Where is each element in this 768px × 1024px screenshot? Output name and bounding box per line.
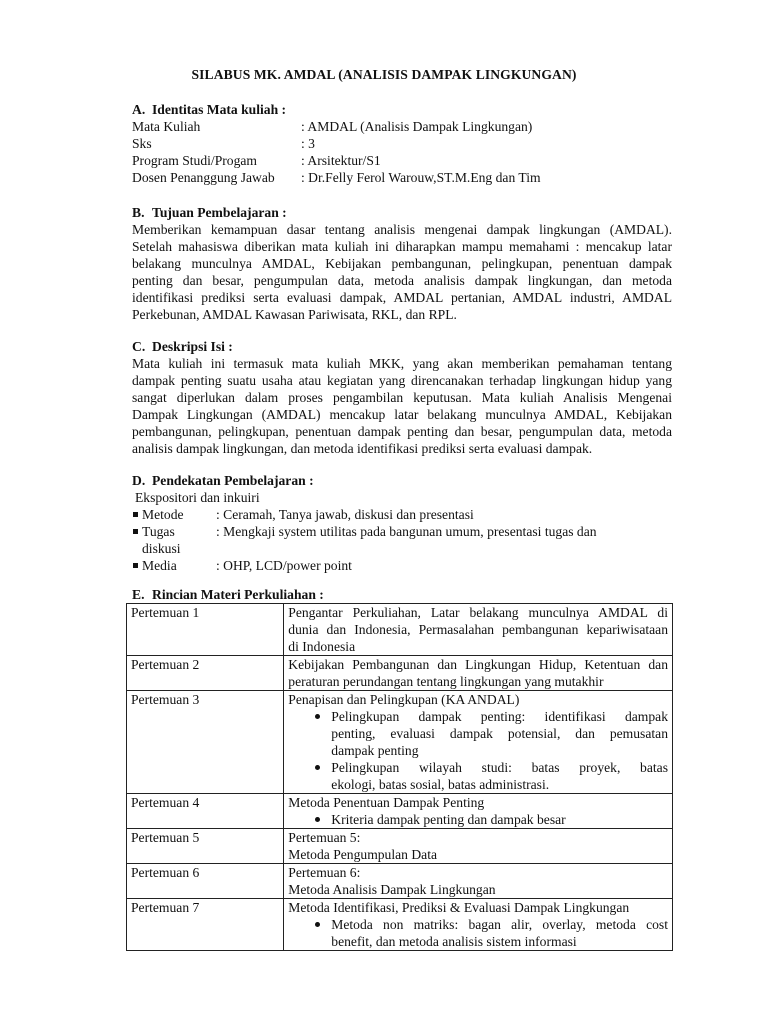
paragraph-line: identifikasi prediksi serta evaluasi dampak, AMDAL pertanian, AMDAL industri, AMDAL [132,290,672,305]
bullet-line: ekologi, batas sosial, batas administrasi. [331,777,550,792]
section-b-title: Tujuan Pembelajaran : [152,205,287,220]
paragraph-line: Setelah mahasiswa diberikan mata kuliah ini diharapkan mampu memahami : mencakup latar [132,239,672,254]
meeting-content [284,656,673,691]
meeting-label: Pertemuan 4 [127,794,284,829]
section-deskripsi [132,338,672,457]
square-bullet-icon [133,529,138,534]
pendekatan-item [132,523,672,540]
pendekatan-key: Metode [142,507,184,522]
section-e-letter: E. [132,587,145,602]
meeting-content [284,829,673,864]
pendekatan-item [132,557,672,574]
deskripsi-paragraph [132,355,672,457]
bullet-line: benefit, dan metoda analisis sistem informasi [331,934,577,949]
section-b-letter: B. [132,205,145,220]
pendekatan-key: Tugas [142,524,175,539]
section-rincian [132,586,672,603]
identity-row [132,169,672,186]
meeting-content [284,864,673,899]
table-row [127,864,673,899]
paragraph-line: analisis dampak lingkungan, dan metoda identifikasi prediksi serta evaluasi dampak. [132,441,593,456]
section-b-heading [132,204,672,221]
section-a-title: Identitas Mata kuliah : [152,102,287,117]
bullet-icon [315,922,320,927]
section-e-heading [132,586,672,603]
content-line: di Indonesia [288,639,356,654]
identity-value: : Arsitektur/S1 [301,153,381,168]
content-line: Metoda Penentuan Dampak Penting [288,795,485,810]
pendekatan-intro: Ekspositori dan inkuiri [135,490,260,505]
identity-value: : 3 [301,136,315,151]
pendekatan-item [132,506,672,523]
identity-value: : AMDAL (Analisis Dampak Lingkungan) [301,119,533,134]
list-item [288,811,668,828]
pendekatan-wrap: diskusi [142,541,181,556]
section-c-letter: C. [132,339,146,354]
section-identitas [132,101,672,186]
paragraph-line: pembangunan, pelingkupan, penentuan dampak penting dan besar, pengumpulan data, metoda [132,424,672,439]
content-line: dunia dan Indonesia, Permasalahan pembangunan kepariwisataan [288,622,668,637]
content-line: Metoda Analisis Dampak Lingkungan [288,882,496,897]
paragraph-line: Mata kuliah ini termasuk mata kuliah MKK, yang akan memberikan pemahaman tentang [132,356,672,371]
content-line: Metoda Identifikasi, Prediksi & Evaluasi Dampak Lingkungan [288,900,630,915]
pendekatan-value: : Ceramah, Tanya jawab, diskusi dan presentasi [216,507,474,522]
content-line: Pertemuan 5: [288,830,361,845]
square-bullet-icon [133,563,138,568]
bullet-line: penting, evaluasi dampak potensial, dan pemusatan [331,726,668,741]
tujuan-paragraph [132,221,672,323]
table-row [127,829,673,864]
paragraph-line: dampak penting suatu usaha atau kegiatan yang direncanakan terhadap lingkungan hidup yang [132,373,672,388]
document-title: SILABUS MK. AMDAL (ANALISIS DAMPAK LINGKUNGAN) [191,67,577,82]
meeting-label: Pertemuan 1 [127,604,284,656]
content-line: Pengantar Perkuliahan, Latar belakang munculnya AMDAL di [288,605,668,620]
list-item [288,708,668,759]
paragraph-line: Perkebunan, AMDAL Kawasan Pariwisata, RKL, dan RPL. [132,307,457,322]
square-bullet-icon [133,512,138,517]
paragraph-line: Memberikan kemampuan dasar tentang analisis mengenai dampak lingkungan (AMDAL). [132,222,672,237]
meeting-label: Pertemuan 7 [127,899,284,951]
identity-value: : Dr.Felly Ferol Warouw,ST.M.Eng dan Tim [301,170,541,185]
bullet-line: Metoda non matriks: bagan alir, overlay, metoda cost [331,917,668,932]
meeting-label: Pertemuan 6 [127,864,284,899]
section-a-heading [132,101,672,118]
paragraph-line: Dampak Lingkungan (AMDAL) mencakup latar belakang munculnya AMDAL, Kebijakan [132,407,672,422]
paragraph-line: penting dan besar, pengumpulan data, metoda analisis dampak lingkungan, dan metoda [132,273,672,288]
list-item [288,759,668,793]
content-line: Pertemuan 6: [288,865,361,880]
section-d-letter: D. [132,473,146,488]
table-row [127,899,673,951]
bullet-line: dampak penting [331,743,419,758]
list-item [288,916,668,950]
identity-row [132,118,672,135]
bullet-line: Pelingkupan dampak penting: identifikasi dampak [331,709,668,724]
section-a-letter: A. [132,102,146,117]
table-row [127,604,673,656]
meeting-content [284,794,673,829]
section-c-title: Deskripsi Isi : [152,339,233,354]
content-line: Metoda Pengumpulan Data [288,847,438,862]
content-line: Penapisan dan Pelingkupan (KA ANDAL) [288,692,520,707]
meeting-label: Pertemuan 3 [127,691,284,794]
paragraph-line: belakang munculnya AMDAL, Kebijakan pembangunan, pelingkupan, penentuan dampak [132,256,672,271]
meeting-content [284,604,673,656]
meeting-label: Pertemuan 2 [127,656,284,691]
bullet-icon [315,714,320,719]
section-d-title: Pendekatan Pembelajaran : [152,473,314,488]
pendekatan-value: : OHP, LCD/power point [216,558,352,573]
meeting-label: Pertemuan 5 [127,829,284,864]
identity-key: Program Studi/Progam [132,153,257,168]
identity-key: Sks [132,136,152,151]
identity-row [132,152,672,169]
bullet-line: Pelingkupan wilayah studi: batas proyek, batas [331,760,668,775]
identity-key: Mata Kuliah [132,119,201,134]
table-row [127,656,673,691]
section-e-title: Rincian Materi Perkuliahan : [152,587,324,602]
pendekatan-key: Media [142,558,177,573]
pendekatan-value: : Mengkaji system utilitas pada bangunan umum, presentasi tugas dan [216,524,597,539]
section-c-heading [132,338,672,355]
section-d-heading [132,472,672,489]
bullet-line: Kriteria dampak penting dan dampak besar [331,812,566,827]
materi-table [126,603,673,951]
paragraph-line: sangat diperlukan dalam proses pengambilan keputusan. Mata kuliah Analisis Mengenai [132,390,672,405]
table-row [127,691,673,794]
identity-key: Dosen Penanggung Jawab [132,170,275,185]
meeting-content [284,691,673,794]
bullet-icon [315,765,320,770]
section-pendekatan [132,472,672,574]
content-line: peraturan perundangan tentang lingkungan yang mutakhir [288,674,604,689]
content-line: Kebijakan Pembangunan dan Lingkungan Hidup, Ketentuan dan [288,657,668,672]
bullet-icon [315,817,320,822]
identity-row [132,135,672,152]
section-tujuan [132,204,672,323]
meeting-content [284,899,673,951]
table-row [127,794,673,829]
